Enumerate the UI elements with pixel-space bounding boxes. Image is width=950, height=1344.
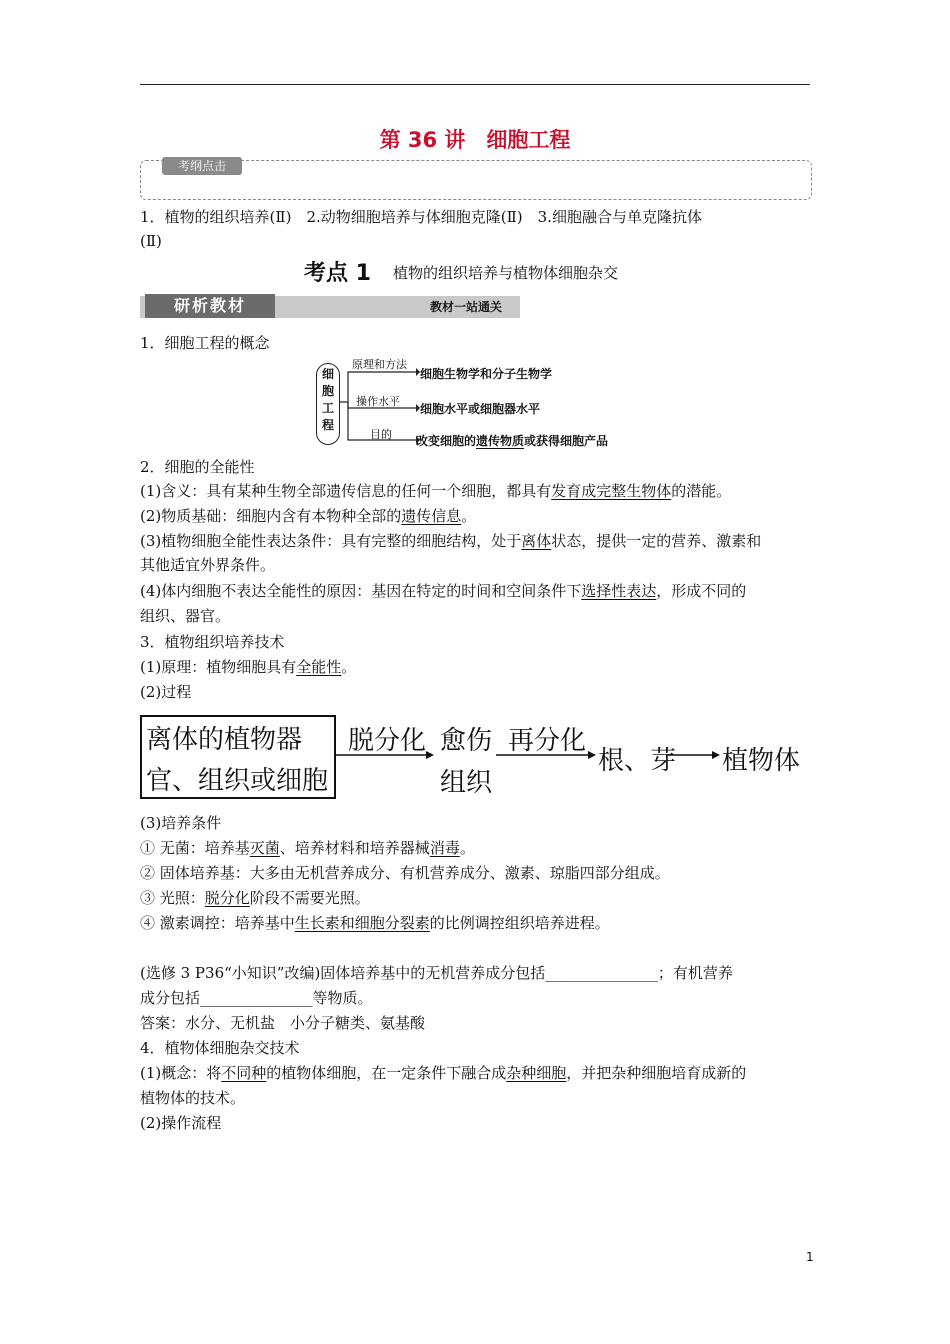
page-number: 1 xyxy=(806,1250,814,1264)
outline-line-2: (Ⅱ) xyxy=(140,232,162,250)
outline-tab: 考纲点击 xyxy=(162,157,242,175)
process-node3: 根、芽 xyxy=(598,746,677,776)
process-arrow1-label: 脱分化 xyxy=(348,726,427,756)
s3-p2: (2)过程 xyxy=(140,683,192,701)
s3-c3: ③ 光照：脱分化阶段不需要光照。 xyxy=(140,889,370,907)
s2-p3: (3)植物细胞全能性表达条件：具有完整的细胞结构，处于离体状态，提供一定的营养、激素和 xyxy=(140,532,762,550)
diagram-center: 细 胞 工 程 xyxy=(316,363,340,445)
s3-c4: ④ 激素调控：培养基中生长素和细胞分裂素的比例调控组织培养进程。 xyxy=(140,914,610,932)
process-arrows xyxy=(334,748,724,762)
s2-p2: (2)物质基础：细胞内含有本物种全部的遗传信息。 xyxy=(140,507,477,525)
diagram-branch2-label: 操作水平 xyxy=(356,395,400,408)
kaodian-text: 植物的组织培养与植物体细胞杂交 xyxy=(393,264,619,282)
question-line1: (选修 3 P36“小知识”改编)固体培养基中的无机营养成分包括_______________；有机营养 xyxy=(140,964,733,982)
s4-p1: (1)概念：将不同种的植物体细胞，在一定条件下融合成杂种细胞，并把杂种细胞培育成新的 xyxy=(140,1064,747,1082)
process-box-line1: 离体的植物器 xyxy=(146,725,303,755)
s4-p1-line2: 植物体的技术。 xyxy=(140,1089,246,1107)
diagram-branch3-result: 改变细胞的遗传物质或获得细胞产品 xyxy=(416,434,609,448)
header-rule xyxy=(140,84,810,85)
s3-p3: (3)培养条件 xyxy=(140,814,222,832)
process-node2-line1: 愈伤 xyxy=(440,726,493,756)
section-band-right: 教材一站通关 xyxy=(430,300,503,314)
s2-heading: 2．细胞的全能性 xyxy=(140,458,255,476)
diagram-branch3-label: 目的 xyxy=(370,428,392,441)
diagram-branch1-result: 细胞生物学和分子生物学 xyxy=(420,367,553,381)
process-box-line2: 官、组织或细胞 xyxy=(146,766,329,796)
s3-c2: ② 固体培养基：大多由无机营养成分、有机营养成分、激素、琼脂四部分组成。 xyxy=(140,864,670,882)
process-node2-line2: 组织 xyxy=(440,768,493,798)
process-node4: 植物体 xyxy=(722,746,801,776)
s2-p4-line2: 组织、器官。 xyxy=(140,607,231,625)
outline-line-1: 1．植物的组织培养(Ⅱ) 2.动物细胞培养与体细胞克隆(Ⅱ) 3.细胞融合与单克隆抗体 xyxy=(140,208,702,226)
kaodian-label: 考点 1 xyxy=(304,261,371,286)
s2-p4: (4)体内细胞不表达全能性的原因：基因在特定的时间和空间条件下选择性表达，形成不同的 xyxy=(140,582,747,600)
question-line2: 成分包括_______________等物质。 xyxy=(140,989,373,1007)
question-answer: 答案：水分、无机盐 小分子糖类、氨基酸 xyxy=(140,1014,426,1032)
s4-heading: 4．植物体细胞杂交技术 xyxy=(140,1039,300,1057)
s3-p1: (1)原理：植物细胞具有全能性。 xyxy=(140,658,357,676)
diagram-branch1-label: 原理和方法 xyxy=(352,358,407,371)
s2-p3-line2: 其他适宜外界条件。 xyxy=(140,556,276,574)
s3-c1: ① 无菌：培养基灭菌、培养材料和培养器械消毒。 xyxy=(140,839,475,857)
diagram-branch2-result: 细胞水平或细胞器水平 xyxy=(420,402,541,416)
s4-p2: (2)操作流程 xyxy=(140,1114,222,1132)
s1-heading: 1．细胞工程的概念 xyxy=(140,334,270,352)
page-title: 第 36 讲 细胞工程 xyxy=(379,128,571,152)
process-arrow2-label: 再分化 xyxy=(508,726,587,756)
section-band-tag: 研析教材 xyxy=(145,294,275,318)
s3-heading: 3．植物组织培养技术 xyxy=(140,633,285,651)
s2-p1: (1)含义：具有某种生物全部遗传信息的任何一个细胞，都具有发育成完整生物体的潜能。 xyxy=(140,482,732,500)
